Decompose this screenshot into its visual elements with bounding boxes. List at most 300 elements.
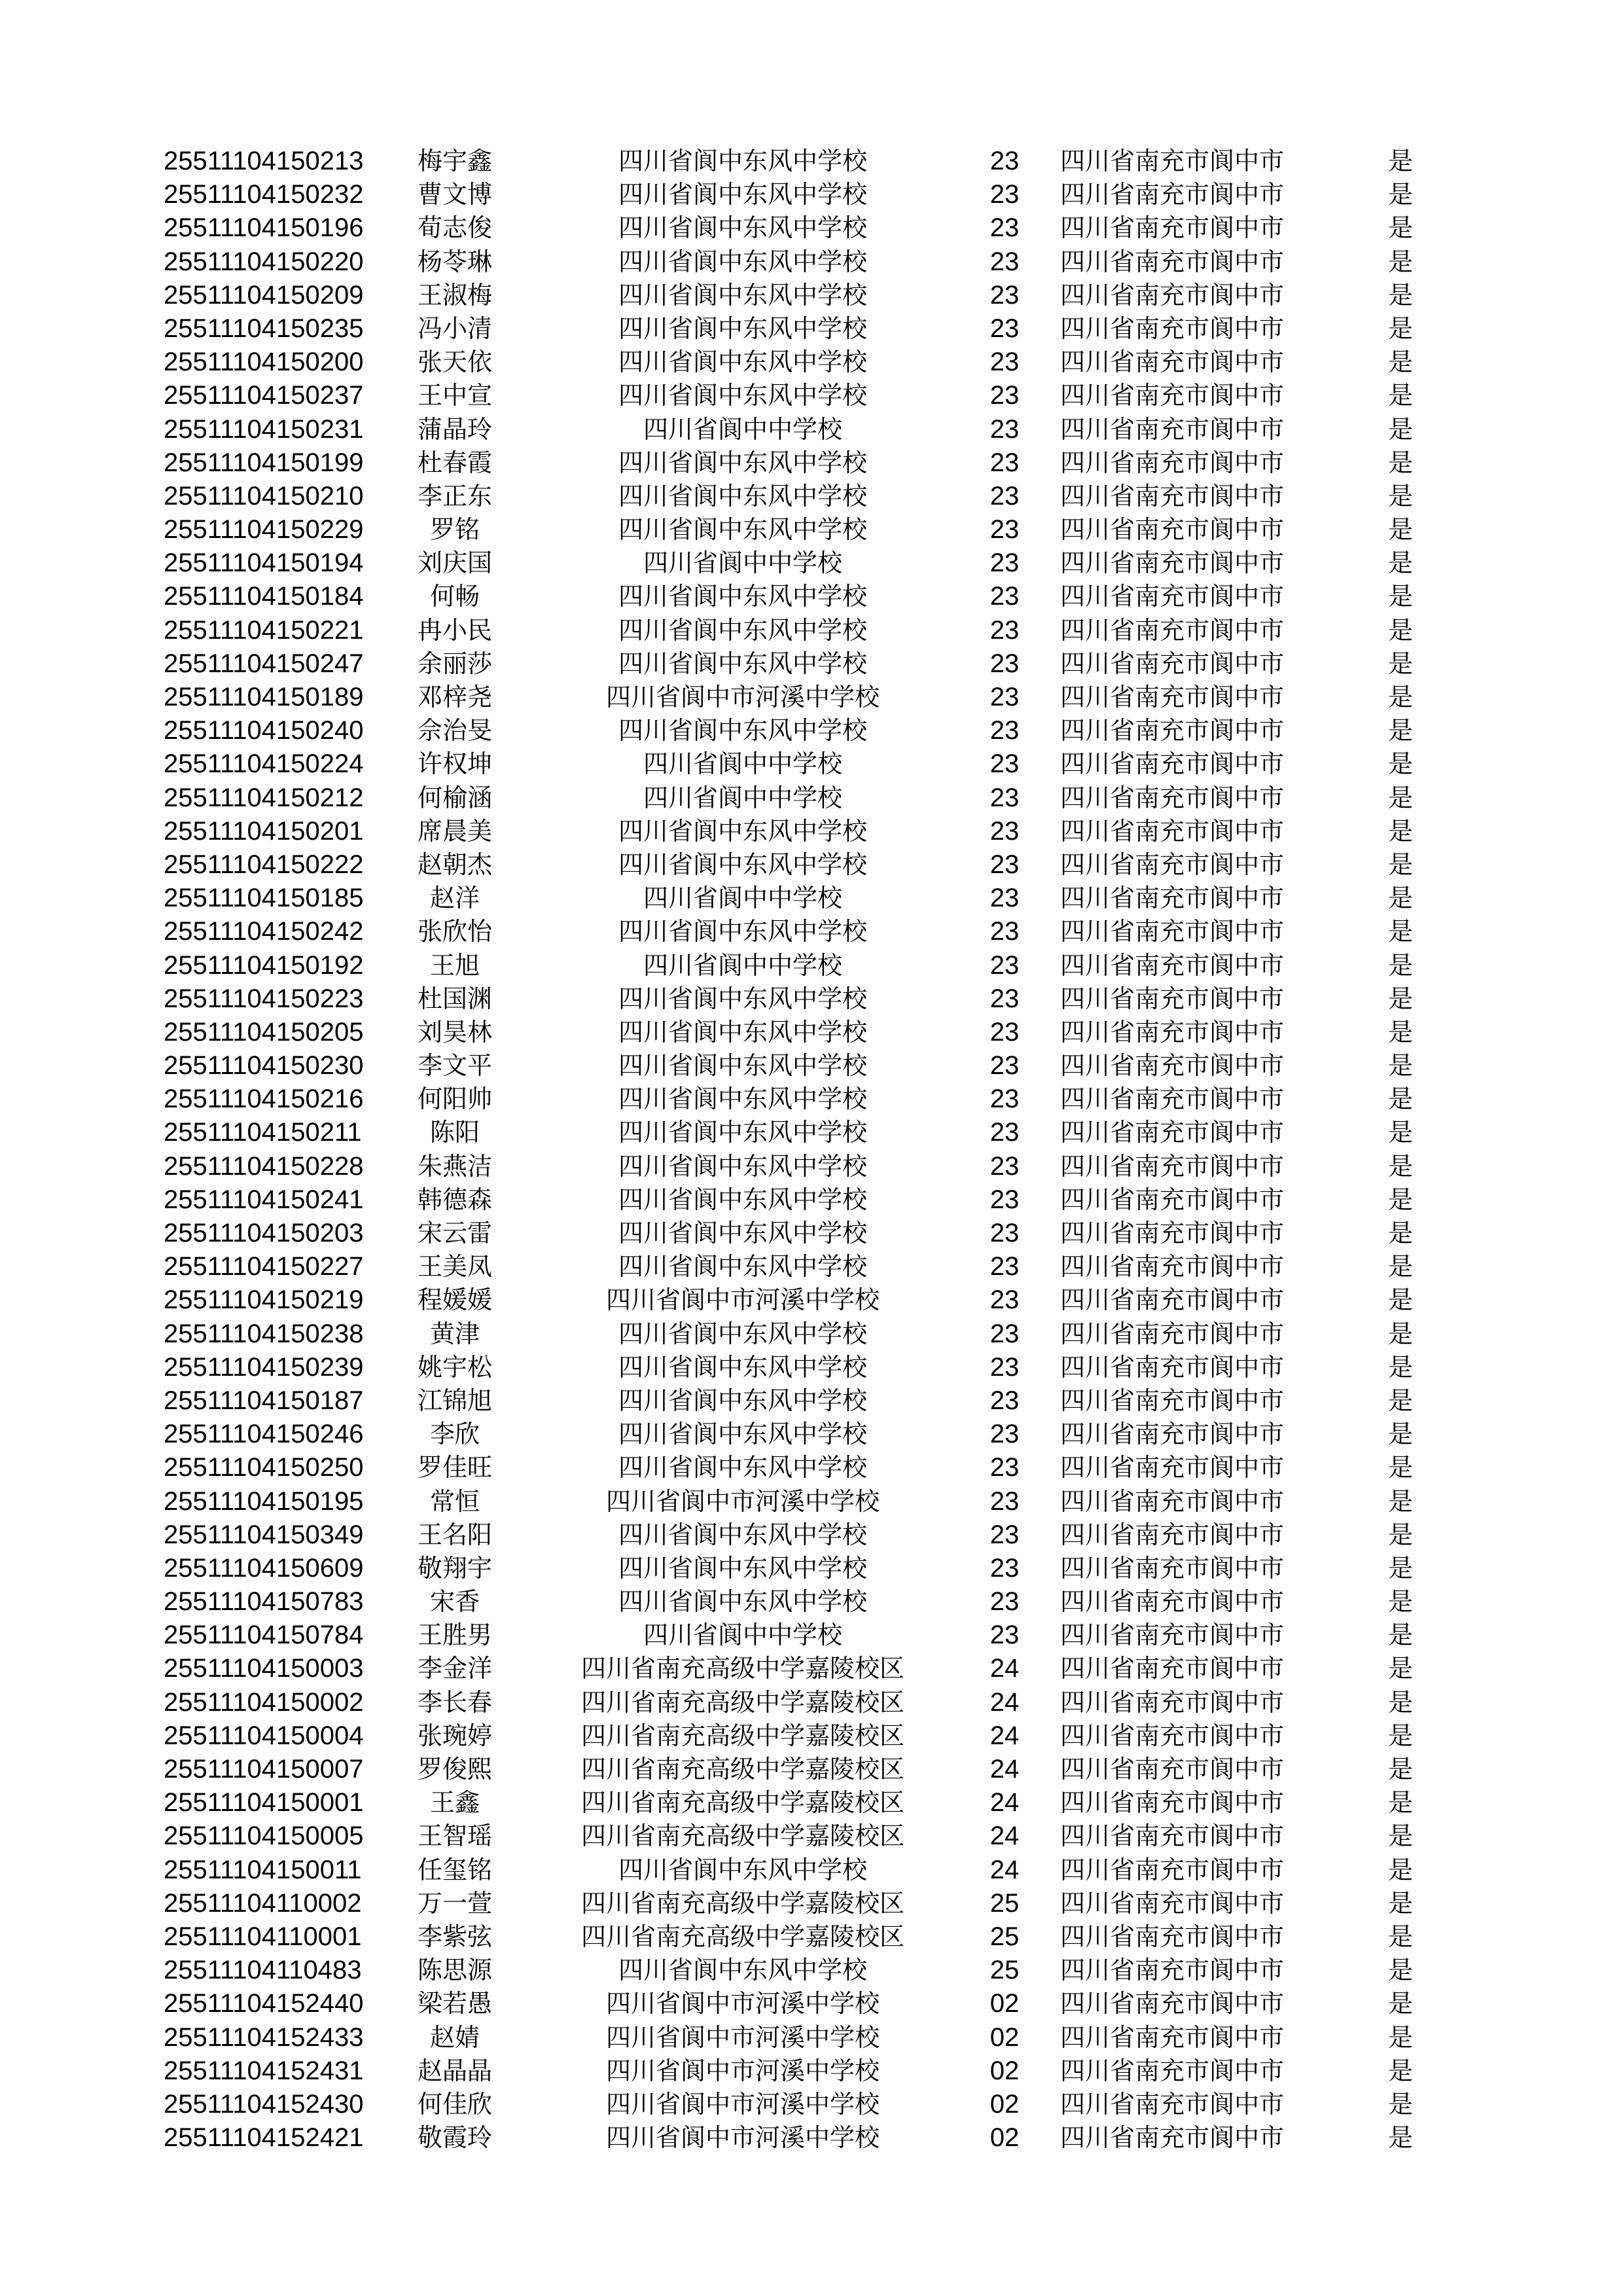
school-name: 四川省阆中市河溪中学校	[605, 2089, 880, 2119]
category-code: 23	[990, 850, 1020, 879]
exam-number: 25511104110001	[164, 1922, 362, 1951]
student-name: 杜国渊	[417, 984, 492, 1013]
status-flag: 是	[1387, 816, 1413, 846]
student-name: 冉小民	[417, 615, 492, 645]
student-name: 黄津	[429, 1319, 480, 1348]
exam-number: 25511104150246	[164, 1420, 364, 1449]
exam-number: 25511104152430	[164, 2089, 364, 2119]
status-flag: 是	[1387, 147, 1413, 175]
school-name: 四川省阆中东风中学校	[618, 280, 867, 310]
school-name: 四川省阆中东风中学校	[618, 314, 867, 343]
exam-number: 25511104150195	[164, 1486, 364, 1516]
exam-number: 25511104150212	[164, 783, 364, 812]
region-name: 四川省南充市阆中市	[1060, 884, 1285, 913]
region-name: 四川省南充市阆中市	[1060, 448, 1285, 477]
school-name: 四川省阆中东风中学校	[618, 213, 867, 243]
exam-number: 25511104150185	[164, 884, 364, 913]
student-name: 任玺铭	[417, 1855, 492, 1884]
table-row	[0, 446, 1623, 480]
school-name: 四川省南充高级中学嘉陵校区	[580, 1654, 904, 1683]
school-name: 四川省阆中东风中学校	[618, 1553, 867, 1583]
region-name: 四川省南充市阆中市	[1060, 783, 1285, 812]
table-row	[0, 1987, 1623, 2020]
region-name: 四川省南充市阆中市	[1060, 1687, 1285, 1717]
school-name: 四川省阆中东风中学校	[618, 147, 867, 175]
status-flag: 是	[1387, 749, 1413, 779]
student-name: 张琬婷	[417, 1721, 492, 1750]
region-name: 四川省南充市阆中市	[1060, 917, 1285, 946]
status-flag: 是	[1387, 1687, 1413, 1717]
status-flag: 是	[1387, 1486, 1413, 1516]
region-name: 四川省南充市阆中市	[1060, 1553, 1285, 1583]
student-name: 梅宇鑫	[417, 147, 492, 175]
exam-number: 25511104150003	[164, 1654, 364, 1683]
table-row	[0, 982, 1623, 1016]
school-name: 四川省阆中市河溪中学校	[605, 2022, 880, 2052]
student-name: 冯小清	[417, 314, 492, 343]
region-name: 四川省南充市阆中市	[1060, 1319, 1285, 1348]
student-name: 佘治旻	[417, 716, 492, 745]
category-code: 23	[990, 381, 1020, 410]
exam-number: 25511104150235	[164, 314, 364, 343]
status-flag: 是	[1387, 1252, 1413, 1282]
region-name: 四川省南充市阆中市	[1060, 1219, 1285, 1247]
status-flag: 是	[1387, 213, 1413, 243]
student-name: 王智瑶	[417, 1821, 492, 1851]
status-flag: 是	[1387, 1118, 1413, 1147]
exam-number: 25511104150609	[164, 1553, 364, 1583]
region-name: 四川省南充市阆中市	[1060, 1051, 1285, 1081]
table-row	[0, 1820, 1623, 1853]
table-row	[0, 2088, 1623, 2121]
status-flag: 是	[1387, 582, 1413, 611]
exam-number: 25511104152433	[164, 2022, 364, 2052]
region-name: 四川省南充市阆中市	[1060, 683, 1285, 711]
status-flag: 是	[1387, 2123, 1413, 2153]
table-row	[0, 2121, 1623, 2155]
status-flag: 是	[1387, 180, 1413, 209]
exam-number: 25511104150199	[164, 448, 364, 477]
exam-number: 25511104150224	[164, 749, 364, 779]
region-name: 四川省南充市阆中市	[1060, 280, 1285, 310]
status-flag: 是	[1387, 1755, 1413, 1784]
table-row	[0, 2021, 1623, 2054]
region-name: 四川省南充市阆中市	[1060, 1252, 1285, 1282]
region-name: 四川省南充市阆中市	[1060, 1888, 1285, 1918]
school-name: 四川省阆中东风中学校	[618, 1319, 867, 1348]
student-name: 荀志俊	[417, 213, 492, 243]
category-code: 23	[990, 749, 1020, 779]
exam-number: 25511104150209	[164, 280, 364, 310]
table-row	[0, 815, 1623, 848]
school-name: 四川省南充高级中学嘉陵校区	[580, 1687, 904, 1717]
school-name: 四川省阆中东风中学校	[618, 348, 867, 377]
category-code: 23	[990, 1017, 1020, 1047]
category-code: 23	[990, 1051, 1020, 1081]
region-name: 四川省南充市阆中市	[1060, 2056, 1285, 2085]
student-name: 杨苓琳	[417, 247, 492, 276]
student-name: 邓梓尧	[417, 683, 492, 711]
school-name: 四川省阆中东风中学校	[618, 515, 867, 545]
school-name: 四川省阆中东风中学校	[618, 448, 867, 477]
category-code: 24	[990, 1755, 1020, 1784]
table-row	[0, 1250, 1623, 1283]
status-flag: 是	[1387, 2089, 1413, 2119]
table-row	[0, 1786, 1623, 1820]
region-name: 四川省南充市阆中市	[1060, 1821, 1285, 1851]
table-row	[0, 1887, 1623, 1920]
student-name: 曹文博	[417, 180, 492, 209]
status-flag: 是	[1387, 280, 1413, 310]
student-name: 王名阳	[417, 1520, 492, 1549]
status-flag: 是	[1387, 448, 1413, 477]
region-name: 四川省南充市阆中市	[1060, 381, 1285, 410]
table-row	[0, 681, 1623, 714]
student-name: 韩德森	[417, 1185, 492, 1214]
status-flag: 是	[1387, 950, 1413, 980]
student-name: 江锦旭	[417, 1386, 492, 1415]
student-name: 罗佳旺	[417, 1453, 492, 1482]
exam-number: 25511104150187	[164, 1386, 364, 1415]
student-name: 席晨美	[417, 816, 492, 846]
region-name: 四川省南充市阆中市	[1060, 1855, 1285, 1884]
region-name: 四川省南充市阆中市	[1060, 850, 1285, 879]
category-code: 23	[990, 147, 1020, 175]
status-flag: 是	[1387, 1553, 1413, 1583]
region-name: 四川省南充市阆中市	[1060, 2123, 1285, 2153]
category-code: 23	[990, 1587, 1020, 1617]
category-code: 23	[990, 615, 1020, 645]
region-name: 四川省南充市阆中市	[1060, 1721, 1285, 1750]
region-name: 四川省南充市阆中市	[1060, 950, 1285, 980]
school-name: 四川省阆中东风中学校	[618, 1085, 867, 1114]
table-row	[0, 379, 1623, 412]
exam-number: 25511104150241	[164, 1185, 364, 1214]
status-flag: 是	[1387, 1017, 1413, 1047]
student-name: 王美凤	[417, 1252, 492, 1282]
status-flag: 是	[1387, 2022, 1413, 2052]
student-name: 赵晶晶	[417, 2056, 492, 2085]
category-code: 25	[990, 1956, 1020, 1985]
school-name: 四川省阆中东风中学校	[618, 481, 867, 511]
student-name: 张天依	[417, 348, 492, 377]
school-name: 四川省阆中东风中学校	[618, 582, 867, 611]
exam-number: 25511104150213	[164, 147, 364, 175]
student-name: 李欣	[429, 1420, 480, 1449]
table-row	[0, 1384, 1623, 1418]
student-name: 姚宇松	[417, 1352, 492, 1382]
status-flag: 是	[1387, 548, 1413, 578]
table-row	[0, 2054, 1623, 2088]
region-name: 四川省南充市阆中市	[1060, 1453, 1285, 1482]
student-name: 敬翔宇	[417, 1553, 492, 1583]
category-code: 23	[990, 582, 1020, 611]
table-row	[0, 1518, 1623, 1552]
exam-number: 25511104150221	[164, 615, 364, 645]
table-row	[0, 1351, 1623, 1384]
region-name: 四川省南充市阆中市	[1060, 1587, 1285, 1617]
exam-number: 25511104150783	[164, 1587, 364, 1617]
school-name: 四川省阆中东风中学校	[618, 816, 867, 846]
category-code: 23	[990, 515, 1020, 545]
status-flag: 是	[1387, 1285, 1413, 1315]
region-name: 四川省南充市阆中市	[1060, 1788, 1285, 1818]
table-row	[0, 1485, 1623, 1518]
region-name: 四川省南充市阆中市	[1060, 515, 1285, 545]
category-code: 23	[990, 180, 1020, 209]
table-row	[0, 1150, 1623, 1183]
school-name: 四川省阆中中学校	[643, 783, 842, 812]
category-code: 23	[990, 783, 1020, 812]
exam-number: 25511104150184	[164, 582, 364, 611]
status-flag: 是	[1387, 1922, 1413, 1951]
category-code: 23	[990, 548, 1020, 578]
exam-number: 25511104150011	[164, 1855, 362, 1884]
school-name: 四川省阆中东风中学校	[618, 615, 867, 645]
table-row	[0, 1552, 1623, 1585]
exam-number: 25511104150210	[164, 481, 364, 511]
exam-number: 25511104150203	[164, 1219, 364, 1247]
exam-number: 25511104150240	[164, 716, 364, 745]
table-row	[0, 1652, 1623, 1685]
region-name: 四川省南充市阆中市	[1060, 1151, 1285, 1181]
table-row	[0, 1854, 1623, 1887]
category-code: 23	[990, 1621, 1020, 1650]
student-name: 何佳欣	[417, 2089, 492, 2119]
category-code: 02	[990, 2056, 1020, 2085]
category-code: 23	[990, 1486, 1020, 1516]
student-name: 程媛媛	[417, 1285, 492, 1315]
school-name: 四川省阆中东风中学校	[618, 716, 867, 745]
table-row	[0, 747, 1623, 781]
exam-number: 25511104150007	[164, 1755, 364, 1784]
status-flag: 是	[1387, 1788, 1413, 1818]
school-name: 四川省阆中东风中学校	[618, 1587, 867, 1617]
category-code: 23	[990, 247, 1020, 276]
school-name: 四川省阆中东风中学校	[618, 1252, 867, 1282]
status-flag: 是	[1387, 1888, 1413, 1918]
table-row	[0, 580, 1623, 613]
region-name: 四川省南充市阆中市	[1060, 1285, 1285, 1315]
exam-number: 25511104150002	[164, 1687, 364, 1717]
status-flag: 是	[1387, 1654, 1413, 1683]
exam-number: 25511104150200	[164, 348, 364, 377]
status-flag: 是	[1387, 1587, 1413, 1617]
region-name: 四川省南充市阆中市	[1060, 2089, 1285, 2119]
category-code: 23	[990, 314, 1020, 343]
school-name: 四川省南充高级中学嘉陵校区	[580, 1888, 904, 1918]
status-flag: 是	[1387, 615, 1413, 645]
region-name: 四川省南充市阆中市	[1060, 2022, 1285, 2052]
student-name: 李文平	[417, 1051, 492, 1081]
category-code: 24	[990, 1821, 1020, 1851]
category-code: 23	[990, 884, 1020, 913]
exam-number: 25511104150192	[164, 950, 364, 980]
school-name: 四川省南充高级中学嘉陵校区	[580, 1755, 904, 1784]
school-name: 四川省南充高级中学嘉陵校区	[580, 1821, 904, 1851]
table-row	[0, 178, 1623, 211]
category-code: 02	[990, 1989, 1020, 2018]
exam-number: 25511104150004	[164, 1721, 364, 1750]
school-name: 四川省阆中中学校	[643, 548, 842, 578]
school-name: 四川省南充高级中学嘉陵校区	[580, 1721, 904, 1750]
exam-number: 25511104110002	[164, 1888, 362, 1918]
category-code: 25	[990, 1888, 1020, 1918]
student-name: 敬霞玲	[417, 2123, 492, 2153]
table-row	[0, 1920, 1623, 1954]
exam-number: 25511104150220	[164, 247, 364, 276]
region-name: 四川省南充市阆中市	[1060, 615, 1285, 645]
region-name: 四川省南充市阆中市	[1060, 1621, 1285, 1650]
category-code: 24	[990, 1654, 1020, 1683]
region-name: 四川省南充市阆中市	[1060, 1755, 1285, 1784]
school-name: 四川省阆中东风中学校	[618, 1386, 867, 1415]
category-code: 23	[990, 448, 1020, 477]
school-name: 四川省阆中东风中学校	[618, 247, 867, 276]
school-name: 四川省阆中市河溪中学校	[605, 683, 880, 711]
category-code: 23	[990, 1319, 1020, 1348]
school-name: 四川省阆中东风中学校	[618, 1017, 867, 1047]
table-row	[0, 1283, 1623, 1317]
student-name: 王旭	[429, 950, 480, 980]
table-row	[0, 1318, 1623, 1351]
table-row	[0, 480, 1623, 513]
school-name: 四川省阆中东风中学校	[618, 1151, 867, 1181]
exam-number: 25511104150194	[164, 548, 364, 578]
region-name: 四川省南充市阆中市	[1060, 414, 1285, 444]
region-name: 四川省南充市阆中市	[1060, 147, 1285, 175]
exam-number: 25511104150001	[164, 1788, 364, 1818]
category-code: 23	[990, 1118, 1020, 1147]
student-name: 李紫弦	[417, 1922, 492, 1951]
exam-number: 25511104150189	[164, 683, 364, 711]
region-name: 四川省南充市阆中市	[1060, 1185, 1285, 1214]
school-name: 四川省阆中东风中学校	[618, 850, 867, 879]
table-row	[0, 513, 1623, 547]
school-name: 四川省阆中市河溪中学校	[605, 1285, 880, 1315]
status-flag: 是	[1387, 1051, 1413, 1081]
region-name: 四川省南充市阆中市	[1060, 649, 1285, 678]
status-flag: 是	[1387, 716, 1413, 745]
school-name: 四川省阆中东风中学校	[618, 1051, 867, 1081]
exam-number: 25511104110483	[164, 1956, 362, 1985]
exam-number: 25511104150250	[164, 1453, 364, 1482]
table-row	[0, 1116, 1623, 1149]
student-name: 王胜男	[417, 1621, 492, 1650]
school-name: 四川省阆中中学校	[643, 1621, 842, 1650]
table-row	[0, 413, 1623, 446]
table-row	[0, 346, 1623, 379]
student-name: 陈思源	[417, 1956, 492, 1985]
student-name: 赵洋	[429, 884, 480, 913]
region-name: 四川省南充市阆中市	[1060, 1386, 1285, 1415]
table-row	[0, 279, 1623, 312]
region-name: 四川省南充市阆中市	[1060, 1956, 1285, 1985]
school-name: 四川省阆中东风中学校	[618, 1118, 867, 1147]
table-row	[0, 949, 1623, 982]
region-name: 四川省南充市阆中市	[1060, 348, 1285, 377]
category-code: 24	[990, 1687, 1020, 1717]
status-flag: 是	[1387, 1721, 1413, 1750]
category-code: 23	[990, 716, 1020, 745]
region-name: 四川省南充市阆中市	[1060, 1085, 1285, 1114]
exam-number: 25511104150230	[164, 1051, 364, 1081]
category-code: 23	[990, 1219, 1020, 1247]
student-name: 朱燕洁	[417, 1151, 492, 1181]
school-name: 四川省南充高级中学嘉陵校区	[580, 1922, 904, 1951]
table-row	[0, 1719, 1623, 1753]
student-name: 李金洋	[417, 1654, 492, 1683]
exam-number: 25511104150201	[164, 816, 364, 846]
category-code: 23	[990, 984, 1020, 1013]
category-code: 23	[990, 213, 1020, 243]
region-name: 四川省南充市阆中市	[1060, 582, 1285, 611]
status-flag: 是	[1387, 1989, 1413, 2018]
category-code: 23	[990, 1185, 1020, 1214]
category-code: 23	[990, 1252, 1020, 1282]
region-name: 四川省南充市阆中市	[1060, 1654, 1285, 1683]
school-name: 四川省阆中中学校	[643, 950, 842, 980]
student-name: 李正东	[417, 481, 492, 511]
table-row	[0, 1183, 1623, 1217]
category-code: 02	[990, 2089, 1020, 2119]
region-name: 四川省南充市阆中市	[1060, 1922, 1285, 1951]
table-row	[0, 211, 1623, 245]
region-name: 四川省南充市阆中市	[1060, 213, 1285, 243]
category-code: 24	[990, 1721, 1020, 1750]
status-flag: 是	[1387, 1151, 1413, 1181]
status-flag: 是	[1387, 1219, 1413, 1247]
category-code: 23	[990, 649, 1020, 678]
student-name: 常恒	[429, 1486, 480, 1516]
student-name: 何阳帅	[417, 1085, 492, 1114]
status-flag: 是	[1387, 1420, 1413, 1449]
status-flag: 是	[1387, 1085, 1413, 1114]
region-name: 四川省南充市阆中市	[1060, 1520, 1285, 1549]
region-name: 四川省南充市阆中市	[1060, 1017, 1285, 1047]
school-name: 四川省阆中东风中学校	[618, 649, 867, 678]
category-code: 23	[990, 1151, 1020, 1181]
region-name: 四川省南充市阆中市	[1060, 716, 1285, 745]
region-name: 四川省南充市阆中市	[1060, 1989, 1285, 2018]
exam-number: 25511104150242	[164, 917, 364, 946]
exam-number: 25511104150227	[164, 1252, 364, 1282]
student-name: 何畅	[429, 582, 480, 611]
status-flag: 是	[1387, 1520, 1413, 1549]
status-flag: 是	[1387, 1821, 1413, 1851]
student-name: 万一萱	[417, 1888, 492, 1918]
student-name: 罗俊熙	[417, 1755, 492, 1784]
school-name: 四川省阆中东风中学校	[618, 180, 867, 209]
table-row	[0, 714, 1623, 747]
table-row	[0, 1954, 1623, 1987]
table-row	[0, 1619, 1623, 1652]
category-code: 23	[990, 348, 1020, 377]
student-name: 李长春	[417, 1687, 492, 1717]
student-name: 赵朝杰	[417, 850, 492, 879]
category-code: 24	[990, 1788, 1020, 1818]
exam-number: 25511104150229	[164, 515, 364, 545]
exam-number: 25511104150196	[164, 213, 364, 243]
region-name: 四川省南充市阆中市	[1060, 749, 1285, 779]
category-code: 02	[990, 2022, 1020, 2052]
category-code: 23	[990, 414, 1020, 444]
student-name: 张欣怡	[417, 917, 492, 946]
exam-number: 25511104150005	[164, 1821, 364, 1851]
region-name: 四川省南充市阆中市	[1060, 481, 1285, 511]
status-flag: 是	[1387, 850, 1413, 879]
student-name: 蒲晶玲	[417, 414, 492, 444]
